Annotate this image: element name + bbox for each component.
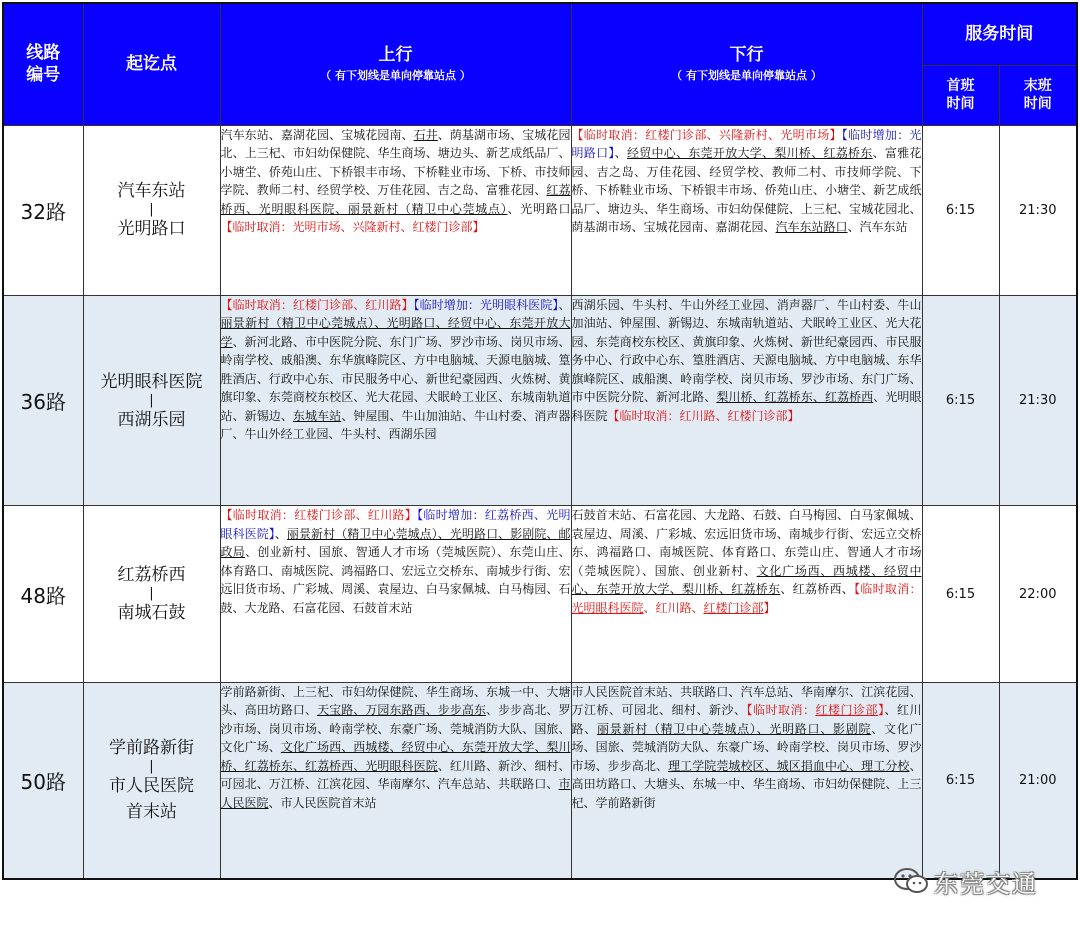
down-stops [571, 682, 922, 879]
stop-segment: 石鼓首末站、石富花园、大龙路、石鼓、白马梅园、白马家佩城、袁屋边、周溪、广彩城、宏远旧货市场、南城步行街、宏远立交桥东、鸿福路口、南城医院、体育路口、东莞山庄、智通人才市场（莞城医院）、国旅、创业新村、 [571, 508, 922, 578]
first-bus-time: 6:15 [922, 506, 999, 682]
watermark-logo [892, 863, 1038, 899]
down-stops [571, 125, 922, 295]
last-bus-time: 21:30 [999, 125, 1077, 295]
header-service-time: 服务时间 [922, 3, 1077, 65]
stop-segment: 红楼门诊部 [815, 703, 878, 718]
first-bus-time: 6:15 [922, 295, 999, 506]
stop-segment: 【临时取消： [854, 582, 922, 597]
down-stops [571, 295, 922, 506]
header-up-title: 上行 [378, 45, 413, 66]
stop-segment: 汽车东站路口 [775, 220, 848, 234]
stop-segment: 、富雅花园、吉之岛、万佳花园、经贸学校、教师二村、市技师学院、下桥、下桥鞋业市场、下桥银丰市场、侨苑山庄、小塘坣、新艺成纸品厂、塘边头、华生商场、市妇幼保健院、上三杞、宝城花园北、荫基湖市场、宝城花园南、嘉湖花园、 [571, 146, 922, 234]
stop-segment: 【临时增加：光明路口】 [571, 127, 922, 160]
stop-segment: 、红川路、 [643, 600, 704, 615]
route-end: 市人民医院 首末站 [109, 776, 194, 823]
header-down-title: 下行 [729, 45, 764, 66]
stop-segment: 西湖乐园、牛头村、牛山外经工业园、消声器厂、牛山村委、牛山加油站、钟屋围、新锡边、东城南轨道站、犬眠岭工业区、光大花园、东莞商校东校区、黄旗印象、火炼树、新世纪豪园西、市民服务中心、行政中心东、篁胜酒店、天源电脑城、方中电脑城、东华旗峰院区、戚船澳、岭南学校、岗贝市场、罗沙市场、东门广场、市中医院分院、新河北路、 [571, 297, 922, 405]
route-number: 32路 [3, 125, 83, 295]
stop-segment: 、 [558, 297, 571, 312]
route-start: 学前路新街 [109, 738, 194, 759]
header-last-bus: 末班 时间 [999, 65, 1077, 125]
up-stops [220, 125, 571, 295]
route-end: 西湖乐园 [117, 409, 186, 430]
wechat-icon [892, 866, 930, 896]
route-endpoints [83, 125, 220, 295]
bus-route-table [2, 2, 1078, 880]
last-bus-time: 21:00 [999, 682, 1077, 879]
up-stops [220, 295, 571, 506]
header-route-number: 线路 编号 [3, 3, 83, 125]
stop-segment: 、文化广场、国旅、莞城消防大队、东豪广场、岭南学校、岗贝市场、罗沙市场、步步高北、 [571, 721, 922, 773]
first-bus-time: 6:15 [922, 682, 999, 879]
stop-segment: 、光明眼科医院 [571, 390, 922, 423]
route-start: 光明眼科医院 [100, 371, 203, 392]
route-end: 南城石鼓 [117, 603, 186, 624]
stop-segment: 】 [877, 703, 885, 718]
table-row [3, 295, 1077, 506]
route-separator: | [149, 392, 154, 408]
header-first-bus: 首班 时间 [922, 65, 999, 125]
stop-segment: 梨川桥、红荔桥东、红荔桥西 [716, 390, 874, 405]
route-endpoints [83, 295, 220, 506]
stop-segment: 、创业新村、国旅、智通人才市场（莞城医院）、东莞山庄、体育路口、南城医院、鸿福路口、宏远立交桥东、南城步行街、宏远旧货市场、广彩城、周溪、袁屋边、白马家佩城、白马梅园、石鼓、大龙路、石富花园、石鼓首末站 [220, 545, 571, 615]
stop-segment: 、市人民医院首末站 [268, 795, 377, 810]
header-up-note: （ 有下划线是单向停靠站点 ） [320, 69, 471, 83]
stop-segment: 红荔桥西、光明眼科医院、丽景新村（精卫中心莞城点） [220, 183, 571, 216]
stop-segment: 】 [763, 600, 776, 615]
stop-segment: 文化广场西、西城楼、经贸中心、东莞开放大学、梨川桥、红荔桥东、红荔桥西、光明眼科医院 [220, 740, 571, 773]
stop-segment: 石井 [413, 127, 438, 142]
stop-segment: 光明眼科医院 [571, 600, 644, 615]
route-endpoints [83, 506, 220, 682]
up-stops [220, 682, 571, 879]
route-start: 汽车东站 [117, 181, 186, 202]
header-up [220, 3, 571, 125]
header-down [571, 3, 922, 125]
stop-segment: 、红川路、新沙、细村、可园北、万江桥、江滨花园、华南摩尔、汽车总站、共联路口、 [220, 758, 571, 792]
route-separator: | [149, 586, 154, 602]
stop-segment: 、红荔桥西、 [780, 582, 855, 597]
stop-segment: 、新河北路、市中医院分院、东门广场、罗沙市场、岗贝市场、岭南学校、戚船澳、东华旗峰院区、方中电脑城、天源电脑城、篁胜酒店、行政中心东、市民服务中心、新世纪豪园西、火炼树、黄旗印象、东莞商校东校区、光大花园、犬眠岭工业区、东城南轨道站、新锡边、 [220, 334, 571, 423]
stop-segment: 【临时增加：光明眼科医院】 [413, 297, 559, 312]
stop-segment: 丽景新村（精卫中心莞城点）、光明路口、影剧院 [596, 721, 872, 736]
stop-segment: 市人民医院 [220, 777, 571, 810]
route-number: 36路 [3, 295, 83, 506]
stop-segment: 、钟屋围、牛山加油站、牛山村委、消声器厂、牛山外经工业园、牛头村、西湖乐园 [220, 408, 571, 442]
route-separator: | [149, 759, 154, 775]
stop-segment: 、汽车东站 [847, 220, 908, 234]
header-endpoints: 起讫点 [83, 3, 220, 125]
stop-segment: 理工学院莞城校区、城区捐血中心、理工分校 [668, 758, 910, 773]
stop-segment: 丽景新村（精卫中心莞城点）、光明路口、影剧院、邮政局 [220, 526, 571, 560]
stop-segment: 、高田坊路口、大塘头、东城一中、华生商场、市妇幼保健院、上三杞、学前路新街 [571, 758, 922, 810]
last-bus-time: 21:30 [999, 295, 1077, 506]
route-start: 红荔桥西 [117, 565, 186, 586]
stop-segment: 、荫基湖市场、宝城花园北、上三杞、市妇幼保健院、华生商场、塘边头、新艺成纸品厂、小塘坣、侨苑山庄、下桥银丰市场、下桥鞋业市场、下桥、市技师学院、教师二村、经贸学校、万佳花园、吉之岛、富雅花园、 [220, 127, 571, 197]
stop-segment: 【临时取消：光明市场、兴隆新村、红楼门诊部】 [220, 220, 485, 234]
route-endpoints [83, 682, 220, 879]
stop-segment: 学前路新街、上三杞、市妇幼保健院、华生商场、东城一中、大塘头、高田坊路口、 [220, 684, 571, 718]
route-number: 50路 [3, 682, 83, 879]
route-end: 光明路口 [117, 219, 186, 240]
last-bus-time: 22:00 [999, 506, 1077, 682]
stop-segment: 【临时取消：红楼门诊部、红川路】 [220, 297, 414, 312]
up-stops [220, 506, 571, 682]
stop-segment: 丽景新村（精卫中心莞城点）、光明路口、经贸中心、东莞开放大学 [220, 316, 571, 349]
stop-segment: 、步步高北、罗沙市场、岗贝市场、岭南学校、东豪广场、莞城消防大队、国旅、文化广场、 [220, 703, 571, 755]
stop-segment: 、 [274, 526, 287, 541]
stop-segment: 经贸中心、东莞开放大学、梨川桥、红荔桥东 [626, 146, 873, 160]
stop-segment: 红楼门诊部 [703, 600, 764, 615]
stop-segment: 文化广场西、西城楼、经贸中心、东莞开放大学、梨川桥、红荔桥东 [571, 563, 922, 597]
stop-segment: 东城车站 [292, 408, 342, 423]
first-bus-time: 6:15 [922, 125, 999, 295]
stop-segment: 、红川路、 [571, 703, 922, 736]
watermark-text: 东莞交通 [934, 869, 1038, 898]
stop-segment: 【临时取消：红楼门诊部、兴隆新村、光明市场】 [571, 127, 842, 142]
table-row [3, 682, 1077, 879]
table-row [3, 125, 1077, 295]
table-row [3, 506, 1077, 682]
stop-segment: 、 [614, 146, 627, 160]
stop-segment: 、光明路口 [507, 201, 571, 216]
down-stops [571, 506, 922, 682]
route-separator: | [149, 202, 154, 218]
stop-segment: 【临时取消： [746, 703, 816, 718]
route-number: 48路 [3, 506, 83, 682]
stop-segment: 天宝路、万园东路西、步步高东 [317, 703, 487, 718]
stop-segment: 【临时增加：红荔桥西、光明眼科医院】 [220, 508, 571, 541]
stop-segment: 【临时取消：红川路、红楼门诊部】 [607, 408, 800, 423]
stop-segment: 【临时取消：红楼门诊部、红川路】 [220, 508, 418, 523]
stop-segment: 市人民医院首末站、共联路口、汽车总站、华南摩尔、江滨花园、万江桥、可园北、细村、新沙、 [571, 684, 922, 718]
header-down-note: （ 有下划线是单向停靠站点 ） [671, 69, 822, 83]
stop-segment: 汽车东站、嘉湖花园、宝城花园南、 [220, 127, 414, 142]
